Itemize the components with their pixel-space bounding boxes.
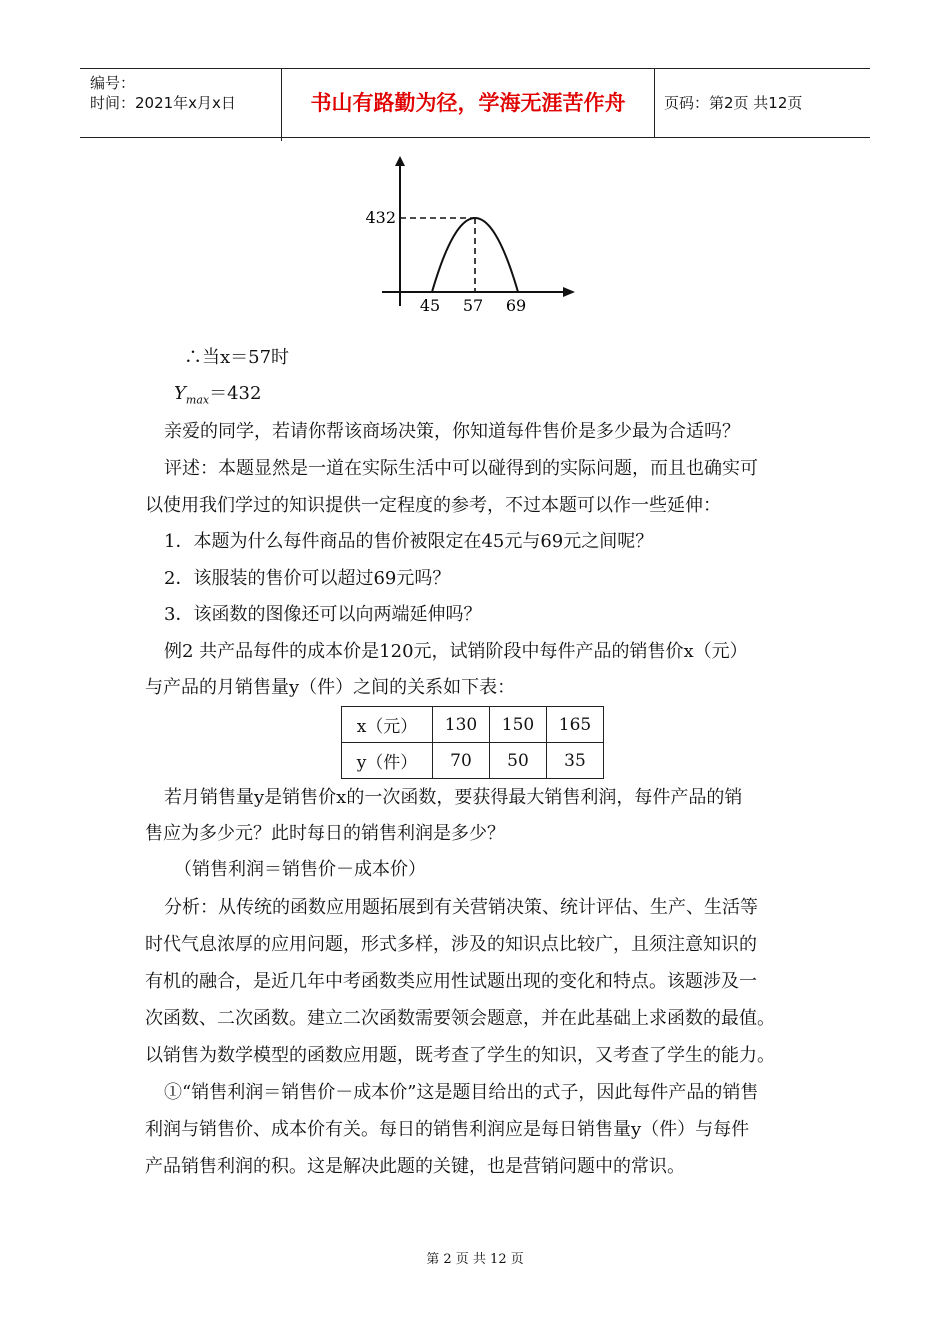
table-row <box>342 707 604 743</box>
paragraph: ①“销售利润＝销售价－成本价”这是题目给出的式子，因此每件产品的销售 <box>164 1082 759 1103</box>
example-2: 与产品的月销售量y（件）之间的关系如下表： <box>145 677 516 698</box>
x-axis-arrow <box>563 287 575 297</box>
paragraph: 售应为多少元？此时每日的销售利润是多少？ <box>145 823 505 844</box>
analysis: 次函数、二次函数。建立二次函数需要领会题意，并在此基础上求函数的最值。 <box>145 1008 775 1029</box>
chart-layer <box>365 156 575 315</box>
table-cell: 165 <box>547 707 604 743</box>
ymax-value: ＝432 <box>209 383 262 404</box>
question-1: 1．本题为什么每件商品的售价被限定在45元与69元之间呢？ <box>164 531 654 552</box>
table-cell: 130 <box>433 707 490 743</box>
page-header <box>80 68 870 138</box>
table-cell: 50 <box>490 743 547 779</box>
page-footer: 第 2 页 共 12 页 <box>426 1252 524 1267</box>
x-tick-label: 57 <box>462 296 484 315</box>
header-meta-cell <box>80 69 282 141</box>
table-cell: 70 <box>433 743 490 779</box>
price-sales-table <box>341 706 604 779</box>
paragraph: 利润与销售价、成本价有关。每日的销售利润应是每日销售量y（件）与每件 <box>145 1119 750 1140</box>
x-tick-label: 69 <box>505 296 527 315</box>
ymax-symbol: $Y_{max}$ <box>174 383 210 407</box>
example-2: 例2 共产品每件的成本价是120元，试销阶段中每件产品的销售价x（元） <box>164 641 748 662</box>
table-cell: 35 <box>547 743 604 779</box>
table-header-cell: x（元） <box>342 707 433 743</box>
paragraph: 评述：本题显然是一道在实际生活中可以碰得到的实际问题，而且也确实可 <box>164 458 758 479</box>
paragraph: 产品销售利润的积。这是解决此题的关键，也是营销问题中的常识。 <box>145 1156 685 1177</box>
conclusion-line-1: ∴当x＝57时 <box>184 347 290 368</box>
y-tick-label: 432 <box>365 208 396 227</box>
page-info: 页码：第2页 共12页 <box>664 94 803 112</box>
table-header-cell: y（件） <box>342 743 433 779</box>
y-axis-arrow <box>395 156 405 166</box>
analysis: 以销售为数学模型的函数应用题，既考查了学生的知识，又考查了学生的能力。 <box>145 1045 775 1066</box>
question-2: 2．该服装的售价可以超过69元吗？ <box>164 568 451 589</box>
analysis: 分析：从传统的函数应用题拓展到有关营销决策、统计评估、生产、生活等 <box>164 897 758 918</box>
table-row <box>342 743 604 779</box>
paragraph: 若月销售量y是销售价x的一次函数，要获得最大销售利润，每件产品的销 <box>164 787 743 808</box>
table-cell: 150 <box>490 707 547 743</box>
analysis: 有机的融合，是近几年中考函数类应用性试题出现的变化和特点。该题涉及一 <box>145 971 757 992</box>
formula: （销售利润＝销售价－成本价） <box>174 859 426 880</box>
parabola-figure <box>360 150 585 320</box>
conclusion-line-2 <box>174 382 261 413</box>
x-tick-label: 45 <box>419 296 441 315</box>
paragraph: 亲爱的同学，若请你帮该商场决策，你知道每件售价是多少最为合适吗？ <box>164 421 740 442</box>
time-label: 时间：2021年x月x日 <box>90 94 236 112</box>
question-3: 3．该函数的图像还可以向两端延伸吗？ <box>164 604 482 625</box>
number-label: 编号： <box>90 74 136 92</box>
analysis: 时代气息浓厚的应用问题，形式多样，涉及的知识点比较广，且须注意知识的 <box>145 934 757 955</box>
paragraph: 以使用我们学过的知识提供一定程度的参考，不过本题可以作一些延伸： <box>145 495 721 516</box>
motto: 书山有路勤为径，学海无涯苦作舟 <box>282 69 655 137</box>
